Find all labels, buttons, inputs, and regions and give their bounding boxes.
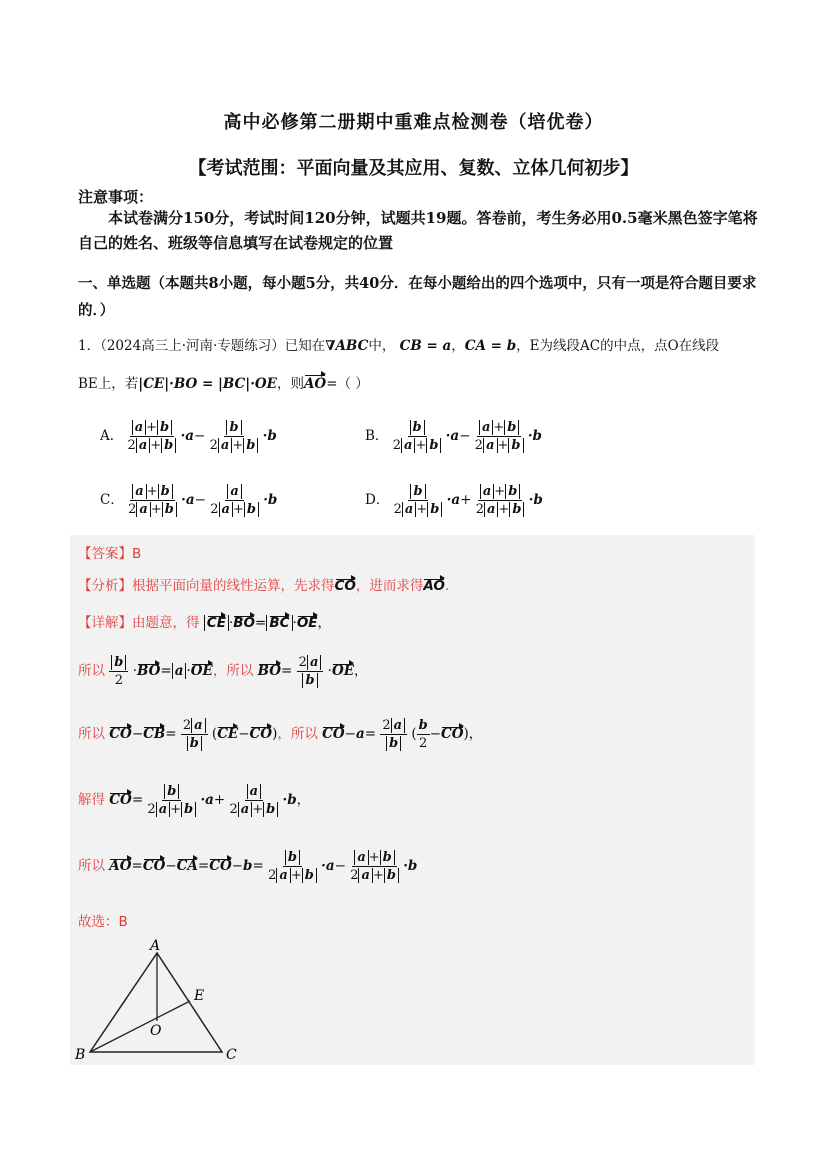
paper-title: 高中必修第二册期中重难点检测卷（培优卷） (223, 112, 604, 133)
final-choice: 故选：B (78, 914, 128, 930)
label-c: C (226, 1047, 237, 1063)
step-2: 所以 CO−CB= $\frac{2 a}{b}$ (CE−CO)，所以 CO−a= $\frac{2 a}{b}$ ( $\frac{b}{2}$ −CO)， (78, 718, 483, 751)
notice-heading: 注意事项： (78, 188, 154, 206)
exam-scope: 【考试范围：平面向量及其应用、复数、立体几何初步】 (188, 158, 639, 179)
option-c[interactable]: C． $\frac{a + b}{2 a + b}$ ·a− $\frac{a}{2 a + b}$ ·b (100, 484, 278, 517)
option-d[interactable]: D． $\frac{b}{2 a + b}$ ·a+ $\frac{a + b}{2 a + b}$ ·b (365, 484, 543, 517)
notice-body: 本试卷满分150分，考试时间120分钟，试题共19题。答卷前，考生务必用0.5毫米黑色签字笔将自己的姓名、班级等信息填写在试卷规定的位置 (78, 209, 758, 252)
label-e: E (194, 988, 205, 1004)
option-a[interactable]: A． $\frac{a + b}{2 a + b}$ ·a− $\frac{b}{2 a + b}$ ·b (100, 420, 277, 453)
section-heading: 一、单选题（本题共8小题，每小题5分，共40分．在每小题给出的四个选项中，只有一项是符合题目要求的．） (78, 275, 757, 319)
question-1-line-2: BE上，若|CE|·BO = |BC|·OE，则AO=（ ） (78, 376, 369, 392)
triangle-figure (70, 935, 260, 1065)
answer-line: 【答案】B (78, 546, 142, 562)
label-o: O (150, 1023, 162, 1039)
label-a: A (150, 938, 161, 954)
detail-line: 【详解】由题意，得 CE ·BO= BC ·OE， (78, 615, 332, 631)
option-b[interactable]: B． $\frac{b}{2 a + b}$ ·a− $\frac{a + b}{2 a + b}$ ·b (365, 420, 542, 453)
question-1-line-1: 1．（2024高三上·河南·专题练习）已知在∇ABC中， CB = a，CA = b，E为线段AC的中点，点O在线段 (78, 338, 720, 354)
label-b: B (75, 1047, 86, 1063)
step-4: 所以 AO=CO−CA=CO−b= $\frac{b}{2 a + b}$ ·a− $\frac{a + b}{2 a + b}$ ·b (78, 850, 418, 883)
step-3: 解得 CO= $\frac{b}{2 a + b}$ ·a+ $\frac{a}{2 a + b}$ ·b， (78, 784, 311, 817)
analysis-line: 【分析】根据平面向量的线性运算，先求得CO，进而求得AO. (78, 578, 450, 594)
step-1: 所以 $\frac{b}{2}$ ·BO= a ·OE，所以 BO= $\frac{2 a}{b}$ ·OE， (78, 655, 368, 688)
segment-be (90, 1001, 190, 1052)
